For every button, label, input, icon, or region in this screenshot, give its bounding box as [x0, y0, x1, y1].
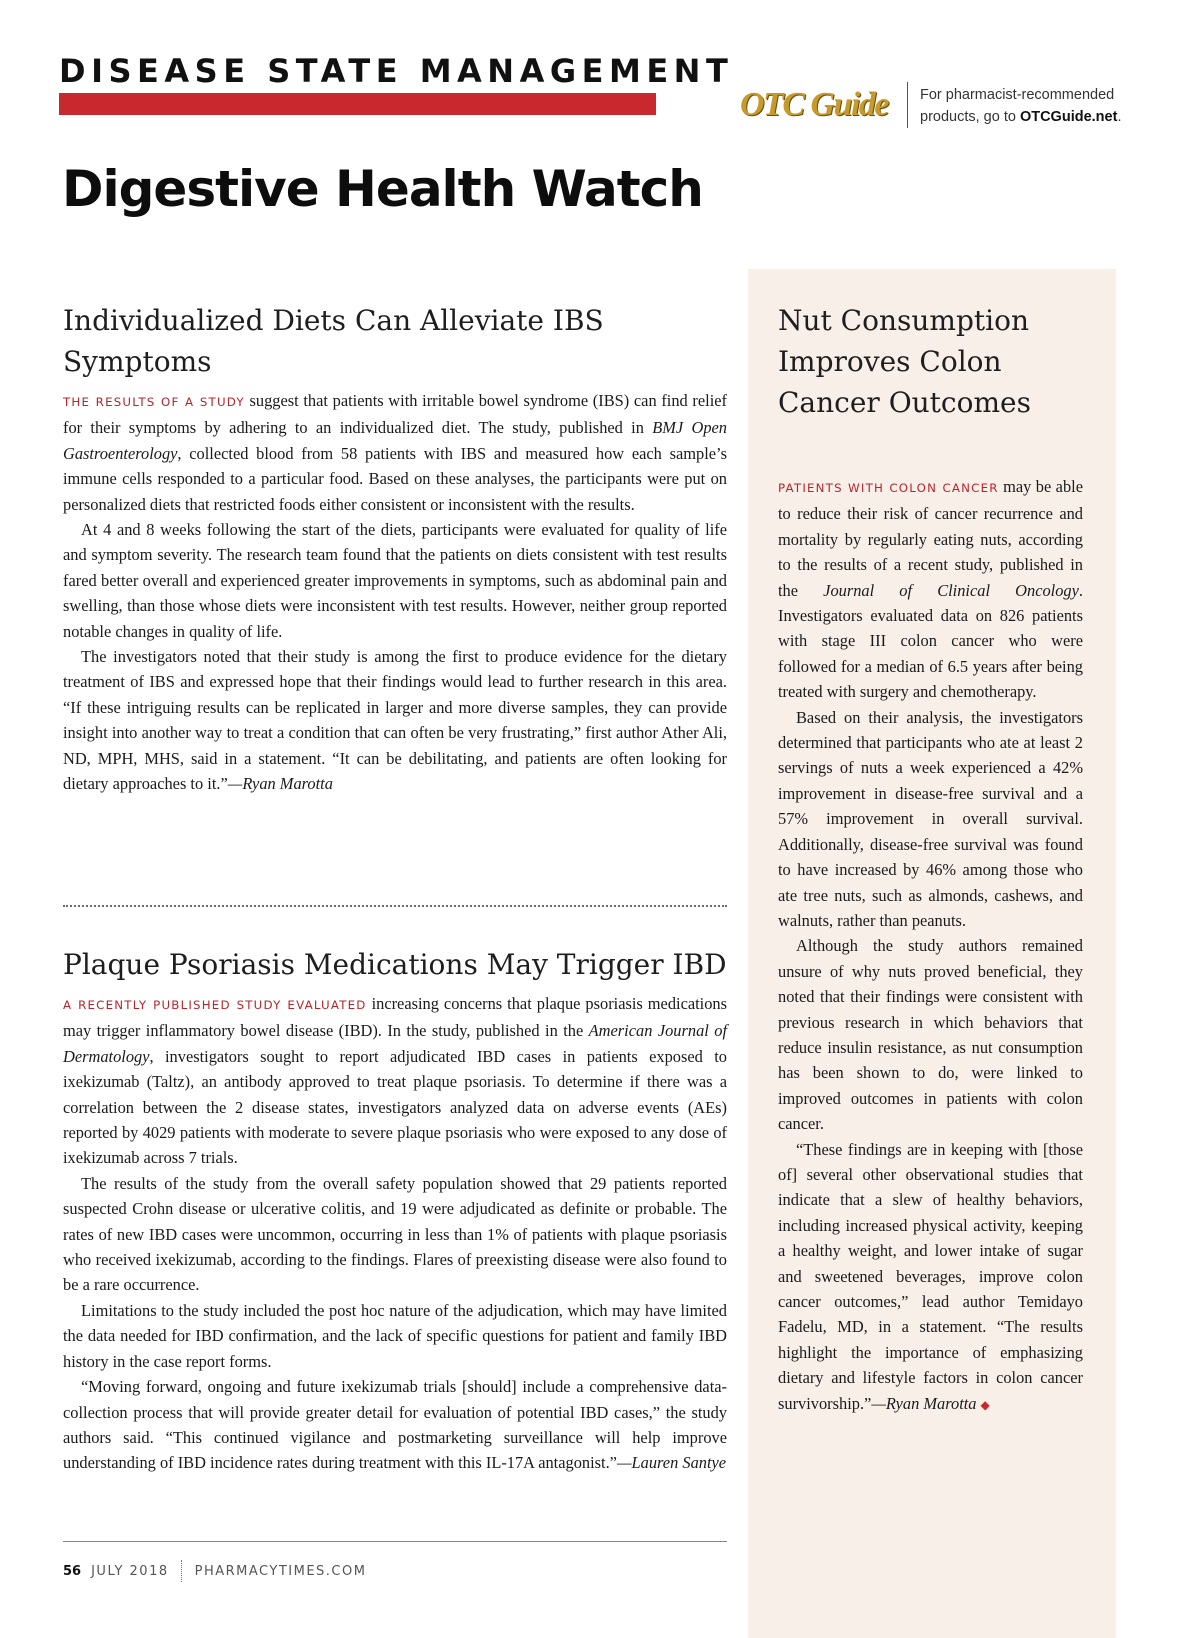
section-rule: [59, 93, 656, 115]
article-nuts-paragraph-2: Based on their analysis, the investigators determined that participants who ate at least 2 servings of nuts a week experienced a 42% improvement in disease-free survival and a 57% improvement in overall survival. Additionally, disease-free survival was found to have increased by 46% among those who ate tree nuts, such as almonds, cashews, and walnuts, rather than peanuts.: [778, 707, 1083, 930]
article-ibs: [63, 300, 727, 797]
journal-title: BMJ Open Gastroenterology: [63, 418, 727, 463]
article-psoriasis-paragraph-1: [63, 991, 727, 1171]
byline: —Ryan Marotta: [227, 774, 333, 794]
article-ibs-headline: Individualized Diets Can Alleviate IBS Symptoms: [63, 304, 604, 378]
logo-divider: [907, 82, 908, 128]
paragraph-text: “These findings are in keeping with [those of] several other observational studies that indicate that a slew of healthy behaviors, including increased physical activity, keeping a healthy weight, and lower intake of sugar and sweetened beverages, improve colon cancer outcomes,” lead author Temidayo Fadelu, MD, in a statement. “The results highlight the importance of emphasizing dietary and lifestyle factors in colon cancer survivorship.”: [778, 1139, 1083, 1413]
article-nuts-paragraph-3: Although the study authors remained unsure of why nuts proved beneficial, they noted that their findings were consistent with previous research in which behaviors that reduce insulin resistance, as nut consumption has been shown to do, were linked to improved outcomes in patients with colon cancer.: [778, 936, 1083, 1134]
journal-title: American Journal of Dermatology: [63, 1021, 727, 1066]
article-nuts-paragraph-4: [778, 1137, 1083, 1418]
otc-guide-link[interactable]: OTCGuide.net: [1019, 109, 1118, 125]
otc-guide-logo[interactable]: OTC Guide: [740, 86, 888, 123]
article-nuts-headline: Nut Consumption Improves Colon Cancer Outcomes: [778, 304, 1031, 419]
page-footer: [63, 1560, 366, 1582]
tagline-prefix: For pharmacist-recommended products, go to: [920, 87, 1115, 125]
end-mark-icon: ◆: [980, 1397, 990, 1412]
article-divider: [63, 905, 727, 907]
article-ibs-paragraph-1: [63, 388, 727, 517]
lead-caps: A RECENTLY PUBLISHED STUDY EVALUATED: [63, 998, 367, 1012]
site-link[interactable]: PHARMACYTIMES.COM: [194, 1563, 367, 1579]
otc-tagline: [920, 84, 1160, 128]
article-psoriasis-body: [63, 991, 727, 1476]
page-title: Digestive Health Watch: [62, 160, 703, 218]
lead-caps: THE RESULTS OF A STUDY: [63, 395, 245, 409]
article-ibs-paragraph-2: At 4 and 8 weeks following the start of the diets, participants were evaluated for quality of life and symptom severity. The research team found that the patients on diets consistent with test results fared better overall and experienced greater improvements in symptoms, such as abdominal pain and swelling, than those whose diets were inconsistent with test results. However, neither group reported notable changes in quality of life.: [63, 520, 727, 641]
paragraph-text: , collected blood from 58 patients with IBS and measured how each sample’s immune cells responded to a particular food. Based on these analyses, the participants were put on personalized diets that restricted foods either consistent or inconsistent with the results.: [63, 443, 727, 514]
article-psoriasis-headline: Plaque Psoriasis Medications May Trigger IBD: [63, 948, 727, 981]
tagline-suffix: .: [1117, 109, 1122, 125]
article-nuts-body: [778, 474, 1083, 1418]
article-nuts: [778, 300, 1083, 1418]
footer-rule: [63, 1541, 727, 1542]
paragraph-text: may be able to reduce their risk of cancer recurrence and mortality by regularly eating nuts, according to the results of a recent study, published in the: [778, 477, 1083, 600]
byline: —Ryan Marotta: [871, 1393, 977, 1413]
page-number: 56: [63, 1563, 82, 1579]
footer-separator: [181, 1560, 183, 1582]
paragraph-text: , investigators sought to report adjudicated IBD cases in patients exposed to ixekizumab (Taltz), an antibody approved to treat plaque psoriasis. To determine if there was a correlation between the 2 disease states, investigators analyzed data on adverse events (AEs) reported by 4029 patients with moderate to severe plaque psoriasis who were exposed to any dose of ixekizumab across 7 trials.: [63, 1046, 727, 1168]
article-ibs-paragraph-3: [63, 644, 727, 796]
byline: —Lauren Santye: [616, 1453, 727, 1473]
paragraph-text: increasing concerns that plaque psoriasis medications may trigger inflammatory bowel disease (IBD). In the study, published in the: [63, 994, 727, 1041]
article-psoriasis-paragraph-4: [63, 1374, 727, 1476]
article-psoriasis-paragraph-3: Limitations to the study included the post hoc nature of the adjudication, which may have limited the data needed for IBD confirmation, and the lack of specific questions for patient and family IBD history in the case report forms.: [63, 1300, 727, 1371]
article-psoriasis: [63, 944, 727, 1476]
journal-title: Journal of Clinical Oncology: [823, 580, 1079, 600]
section-label: DISEASE STATE MANAGEMENT: [59, 52, 734, 90]
paragraph-text: suggest that patients with irritable bowel syndrome (IBS) can find relief for their symptoms by adhering to an individualized diet. The study, published in: [63, 391, 727, 438]
paragraph-text: . Investigators evaluated data on 826 patients with stage III colon cancer who were followed for a median of 6.5 years after being treated with surgery and chemotherapy.: [778, 580, 1083, 702]
article-psoriasis-paragraph-2: The results of the study from the overall safety population showed that 29 patients reported suspected Crohn disease or ulcerative colitis, and 19 were adjudicated as definite or probable. The rates of new IBD cases were uncommon, occurring in less than 1% of patients with plaque psoriasis who received ixekizumab, according to the findings. Flares of preexisting disease were also found to be a rare occurrence.: [63, 1173, 727, 1295]
article-nuts-paragraph-1: [778, 474, 1083, 705]
article-ibs-body: [63, 388, 727, 797]
paragraph-text: “Moving forward, ongoing and future ixekizumab trials [should] include a comprehensive data-collection process that will provide greater detail for evaluation of potential IBD cases,” the study authors said. “This continued vigilance and postmarketing surveillance will help improve understanding of IBD incidence rates during treatment with this IL-17A antagonist.”: [63, 1377, 727, 1473]
lead-caps: PATIENTS WITH COLON CANCER: [778, 481, 999, 495]
issue-date: JULY 2018: [91, 1563, 169, 1579]
paragraph-text: The investigators noted that their study is among the first to produce evidence for the dietary treatment of IBS and expressed hope that their findings would lead to further research in this area. “If these intriguing results can be replicated in larger and more diverse samples, they can provide insight into another way to treat a condition that can often be very frustrating,” first author Ather Ali, ND, MPH, MHS, said in a statement. “It can be debilitating, and patients are often looking for dietary approaches to it.”: [63, 647, 727, 794]
